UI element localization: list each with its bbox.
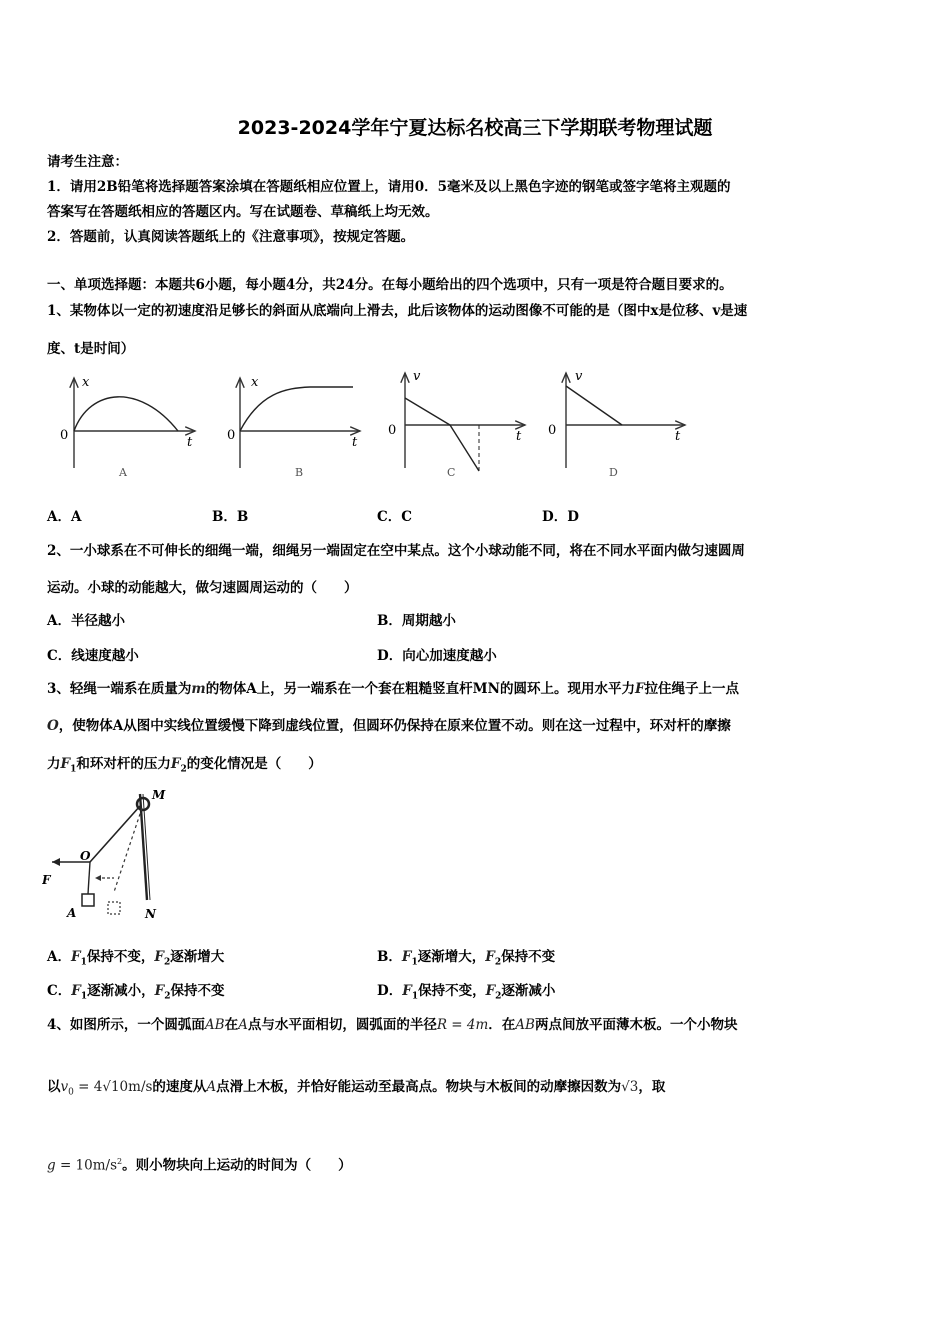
graph-b: [227, 375, 360, 479]
graph-b-xlabel: t: [352, 435, 358, 450]
q1-stem-line2: 度、t是时间）: [47, 341, 135, 357]
label-f: F: [42, 873, 51, 887]
graph-d-origin: 0: [548, 423, 557, 438]
q3-stem-line3: 力$F_1$和环对杆的压力$F_2$的变化情况是（ ）: [47, 756, 322, 775]
q1-stem-line1: 1、某物体以一定的初速度沿足够长的斜面从底端向上滑去，此后该物体的运动图像不可能的是（图中x是位移、v是速: [47, 303, 748, 319]
notice-item-1b: 答案写在答题纸相应的答题区内。写在试题卷、草稿纸上均无效。: [47, 204, 439, 220]
graph-a-origin: 0: [60, 428, 69, 443]
graph-d-caption: D: [609, 466, 618, 479]
graph-c: [388, 369, 525, 479]
graph-d: [548, 369, 685, 479]
graph-a-xlabel: t: [187, 435, 193, 450]
q3-option-c[interactable]: C．$F_1$逐渐减小，$F_2$保持不变: [47, 983, 225, 1002]
q4-stem-line1: 4、如图所示，一个圆弧面AB在A点与水平面相切，圆弧面的半径R = 4m．在AB两点间放平面薄木板。一个小物块: [47, 1017, 738, 1033]
q3-figure: [42, 782, 182, 927]
q3-option-d[interactable]: D．$F_1$保持不变，$F_2$逐渐减小: [377, 983, 556, 1002]
q2-option-d[interactable]: D．向心加速度越小: [377, 648, 497, 664]
notice-item-2: 2．答题前，认真阅读答题纸上的《注意事项》，按规定答题。: [47, 229, 415, 245]
q3-option-a[interactable]: A．$F_1$保持不变，$F_2$逐渐增大: [47, 949, 225, 968]
page-title: 2023-2024学年宁夏达标名校高三下学期联考物理试题: [237, 117, 713, 139]
section-heading: 一、单项选择题：本题共6小题，每小题4分，共24分。在每小题给出的四个选项中，只有一项是符合题目要求的。: [47, 277, 733, 293]
q1-graphs: [55, 368, 705, 488]
graph-a-ylabel: x: [82, 375, 90, 390]
graph-a: [60, 375, 195, 479]
notice-heading: 请考生注意：: [47, 154, 128, 170]
q2-stem-line2: 运动。小球的动能越大，做匀速圆周运动的（ ）: [47, 580, 358, 596]
q1-option-c[interactable]: C．C: [377, 509, 412, 525]
q2-stem-line1: 2、一小球系在不可伸长的细绳一端，细绳另一端固定在空中某点。这个小球动能不同，将在不同水平面内做匀速圆周: [47, 543, 745, 559]
notice-item-1a: 1．请用2B铅笔将选择题答案涂填在答题纸相应位置上，请用0．5毫米及以上黑色字迹的钢笔或签字笔将主观题的: [47, 179, 731, 195]
label-n: N: [145, 907, 156, 921]
label-o: O: [80, 849, 91, 863]
q4-stem-line2: 以$v_0 = 4√10m/s$的速度从A点滑上木板，并恰好能运动至最高点。物块与木板间的动摩擦因数为√3，取: [47, 1079, 666, 1098]
q1-option-b[interactable]: B．B: [212, 509, 249, 525]
q1-option-a[interactable]: A．A: [47, 509, 82, 525]
graph-c-caption: C: [447, 466, 456, 479]
graph-c-xlabel: t: [516, 429, 522, 444]
graph-a-caption: A: [119, 466, 127, 479]
q3-stem-line2: O，使物体A从图中实线位置缓慢下降到虚线位置，但圆环仍保持在原来位置不动。则在这一过程中，环对杆的摩擦: [47, 718, 731, 734]
label-m: M: [152, 788, 166, 802]
q2-option-a[interactable]: A．半径越小: [47, 613, 125, 629]
graph-d-ylabel: v: [575, 369, 583, 384]
q4-stem-line3: $g = 10m/s^2$。则小物块向上运动的时间为（ ）: [47, 1157, 352, 1174]
q2-option-b[interactable]: B．周期越小: [377, 613, 456, 629]
graph-c-origin: 0: [388, 423, 397, 438]
graph-b-ylabel: x: [251, 375, 259, 390]
graph-d-xlabel: t: [675, 429, 681, 444]
graph-b-caption: B: [295, 466, 304, 479]
q3-option-b[interactable]: B．$F_1$逐渐增大，$F_2$保持不变: [377, 949, 556, 968]
graph-b-origin: 0: [227, 428, 236, 443]
q3-stem-line1: 3、轻绳一端系在质量为m的物体A上，另一端系在一个套在粗糙竖直杆MN的圆环上。现用水平力F拉住绳子上一点: [47, 681, 740, 697]
label-a: A: [67, 906, 77, 920]
graph-c-ylabel: v: [413, 369, 421, 384]
q1-option-d[interactable]: D．D: [542, 509, 579, 525]
q2-option-c[interactable]: C．线速度越小: [47, 648, 139, 664]
